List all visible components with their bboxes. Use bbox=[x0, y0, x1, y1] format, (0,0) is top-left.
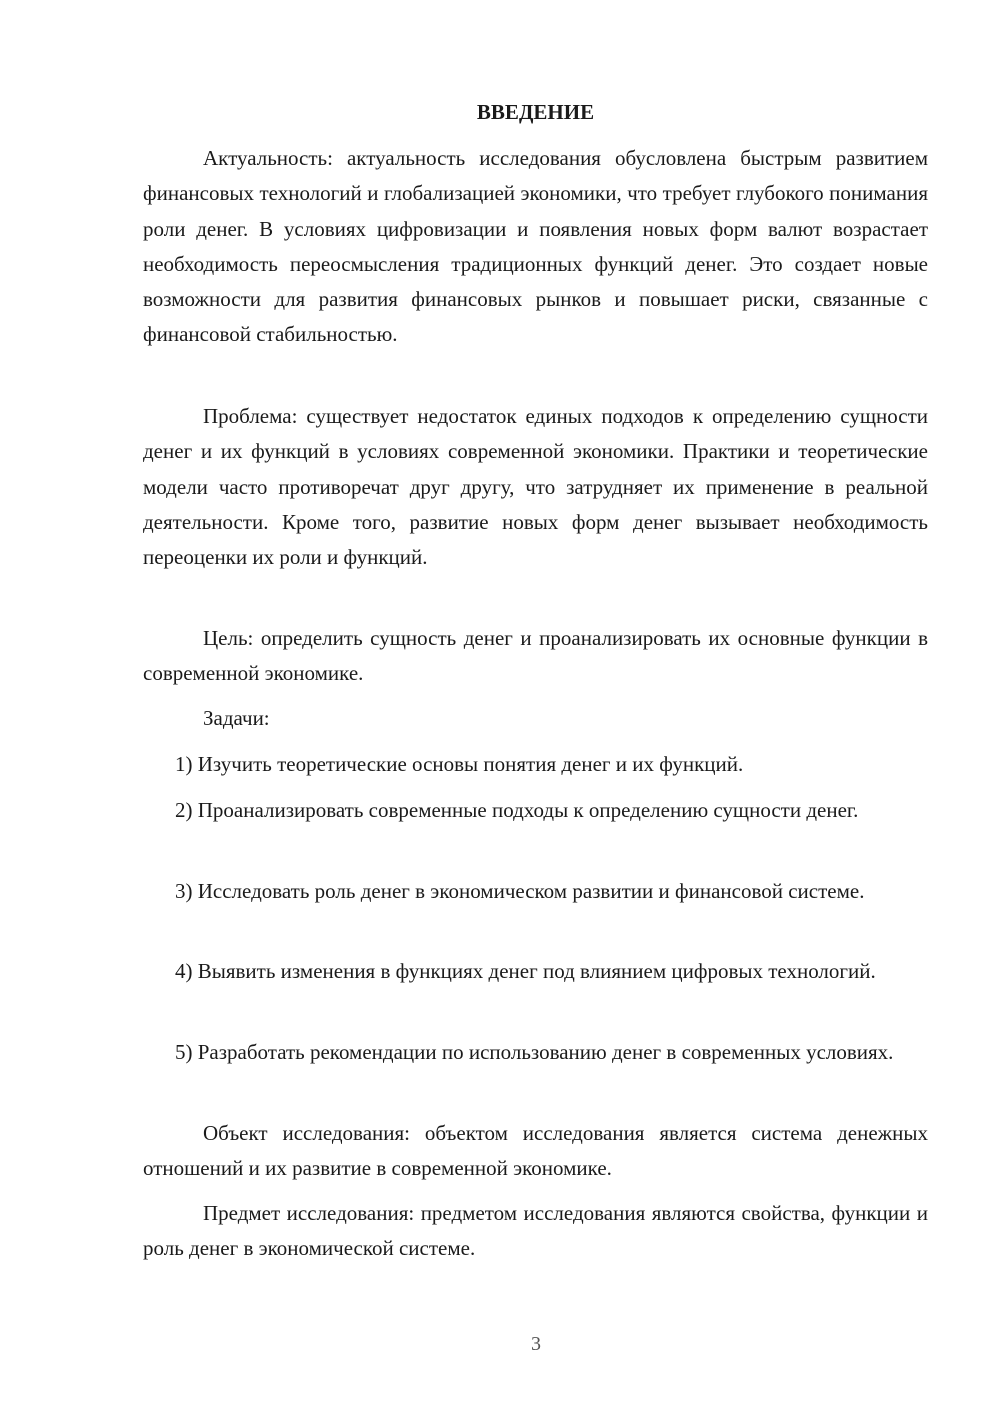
paragraph-goal: Цель: определить сущность денег и проанализировать их основные функции в современной экономике. bbox=[143, 626, 928, 686]
page-number: 3 bbox=[531, 1333, 541, 1355]
paragraph-relevance: Актуальность: актуальность исследования обусловлена быстрым развитием финансовых технологий и глобализацией экономики, что требует глубокого понимания роли денег. В условиях цифровизации и появления новых форм валют возрастает необходимость переосмысления традиционных функций денег. Это создает новые возможности для развития финансовых рынков и повышает риски, связанные с финансовой стабильностью. bbox=[143, 146, 928, 347]
task-item-3: 3) Исследовать роль денег в экономическом развитии и финансовой системе. bbox=[175, 879, 865, 903]
task-item-4: 4) Выявить изменения в функциях денег под влиянием цифровых технологий. bbox=[175, 959, 876, 983]
section-title: ВВЕДЕНИЕ bbox=[476, 100, 595, 124]
paragraph-problem: Проблема: существует недостаток единых подходов к определению сущности денег и их функций в условиях современной экономики. Практики и теоретические модели часто противоречат друг другу, что затрудняет их применение в реальной деятельности. Кроме того, развитие новых форм денег вызывает необходимость переоценки их роли и функций. bbox=[143, 404, 928, 570]
paragraph-subject: Предмет исследования: предметом исследования являются свойства, функции и роль денег в экономической системе. bbox=[143, 1201, 928, 1261]
task-item-1: 1) Изучить теоретические основы понятия денег и их функций. bbox=[175, 752, 744, 776]
task-item-2: 2) Проанализировать современные подходы к определению сущности денег. bbox=[175, 798, 859, 822]
tasks-heading: Задачи: bbox=[203, 706, 270, 730]
task-item-5: 5) Разработать рекомендации по использованию денег в современных условиях. bbox=[175, 1040, 894, 1064]
paragraph-object: Объект исследования: объектом исследования является система денежных отношений и их развитие в современной экономике. bbox=[143, 1121, 928, 1181]
